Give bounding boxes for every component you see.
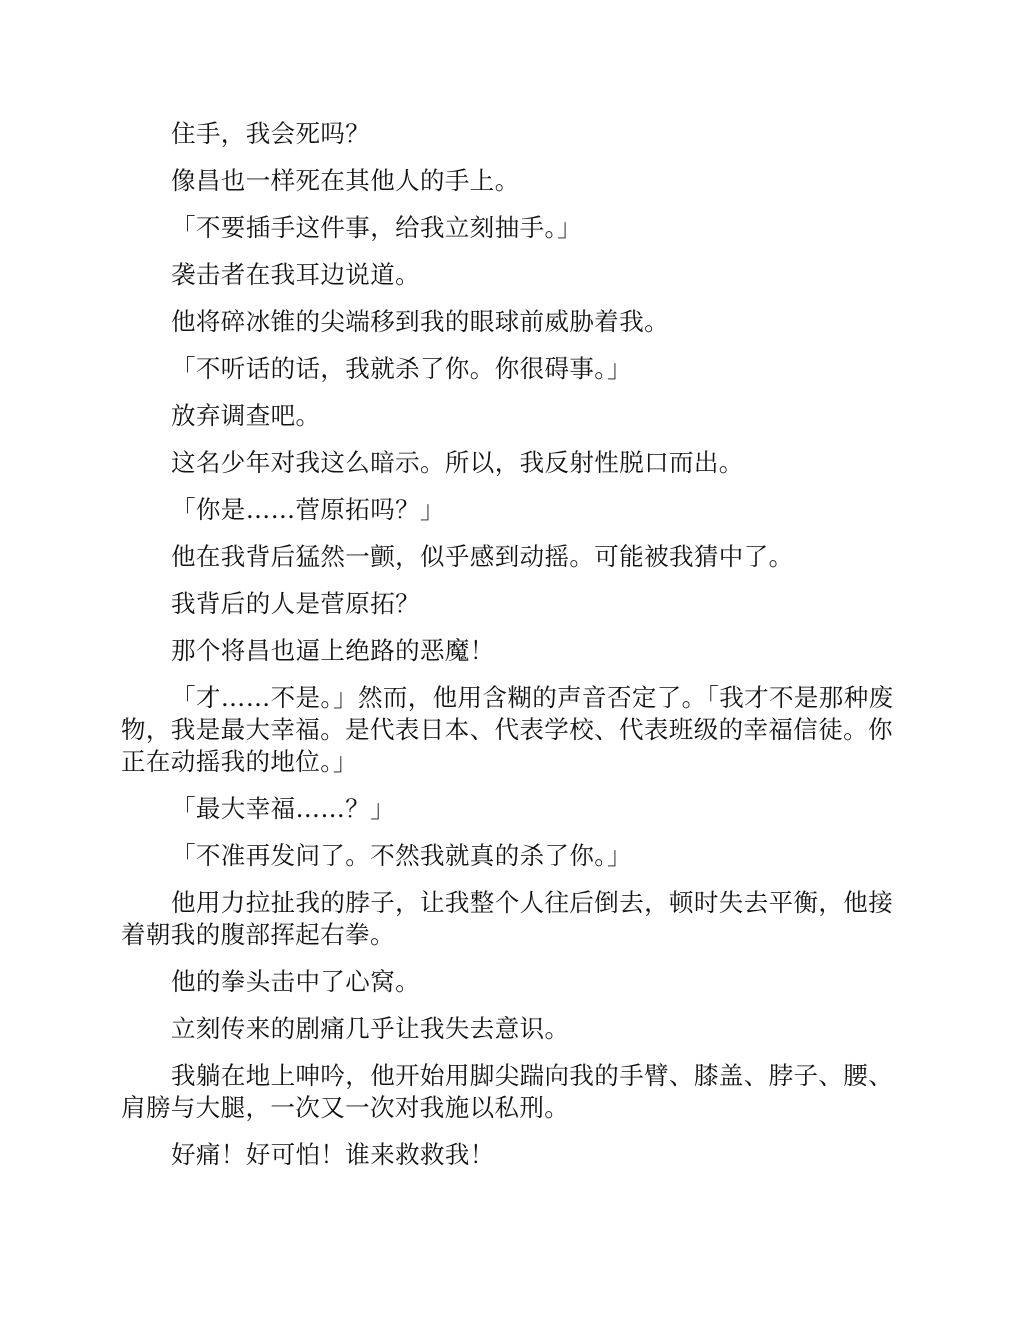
paragraph: 「你是……菅原拓吗？」 — [171, 495, 445, 524]
paragraph: 立刻传来的剧痛几乎让我失去意识。 — [171, 1014, 570, 1043]
paragraph: 他用力拉扯我的脖子，让我整个人往后倒去，顿时失去平衡，他接着朝我的腹部挥起右拳。 — [121, 888, 894, 949]
paragraph: 住手，我会死吗？ — [171, 119, 371, 148]
paragraph: 他的拳头击中了心窝。 — [171, 967, 420, 996]
paragraph: 「才……不是。」然而，他用含糊的声音否定了。「我才不是那种废物，我是最大幸福。是代表日本、代表学校、代表班级的幸福信徒。你正在动摇我的地位。」 — [121, 683, 894, 776]
paragraph: 我躺在地上呻吟，他开始用脚尖踹向我的手臂、膝盖、脖子、腰、肩膀与大腿，一次又一次对我施以私刑。 — [121, 1061, 894, 1122]
paragraph: 「最大幸福……？」 — [171, 794, 396, 823]
paragraph: 我背后的人是菅原拓？ — [171, 589, 420, 618]
paragraph: 放弃调查吧。 — [171, 401, 321, 430]
text-body — [121, 118, 901, 1186]
paragraph: 那个将昌也逼上绝路的恶魔！ — [171, 636, 495, 665]
paragraph: 「不要插手这件事，给我立刻抽手。」 — [171, 213, 583, 242]
paragraph: 「不准再发问了。不然我就真的杀了你。」 — [171, 841, 632, 870]
paragraph: 他在我背后猛然一颤，似乎感到动摇。可能被我猜中了。 — [171, 542, 794, 571]
paragraph: 「不听话的话，我就杀了你。你很碍事。」 — [171, 354, 632, 383]
paragraph: 这名少年对我这么暗示。所以，我反射性脱口而出。 — [171, 448, 744, 477]
paragraph: 袭击者在我耳边说道。 — [171, 260, 420, 289]
paragraph: 好痛！好可怕！谁来救救我！ — [171, 1140, 495, 1169]
paragraph: 像昌也一样死在其他人的手上。 — [171, 166, 520, 195]
paragraph: 他将碎冰锥的尖端移到我的眼球前威胁着我。 — [171, 307, 669, 336]
